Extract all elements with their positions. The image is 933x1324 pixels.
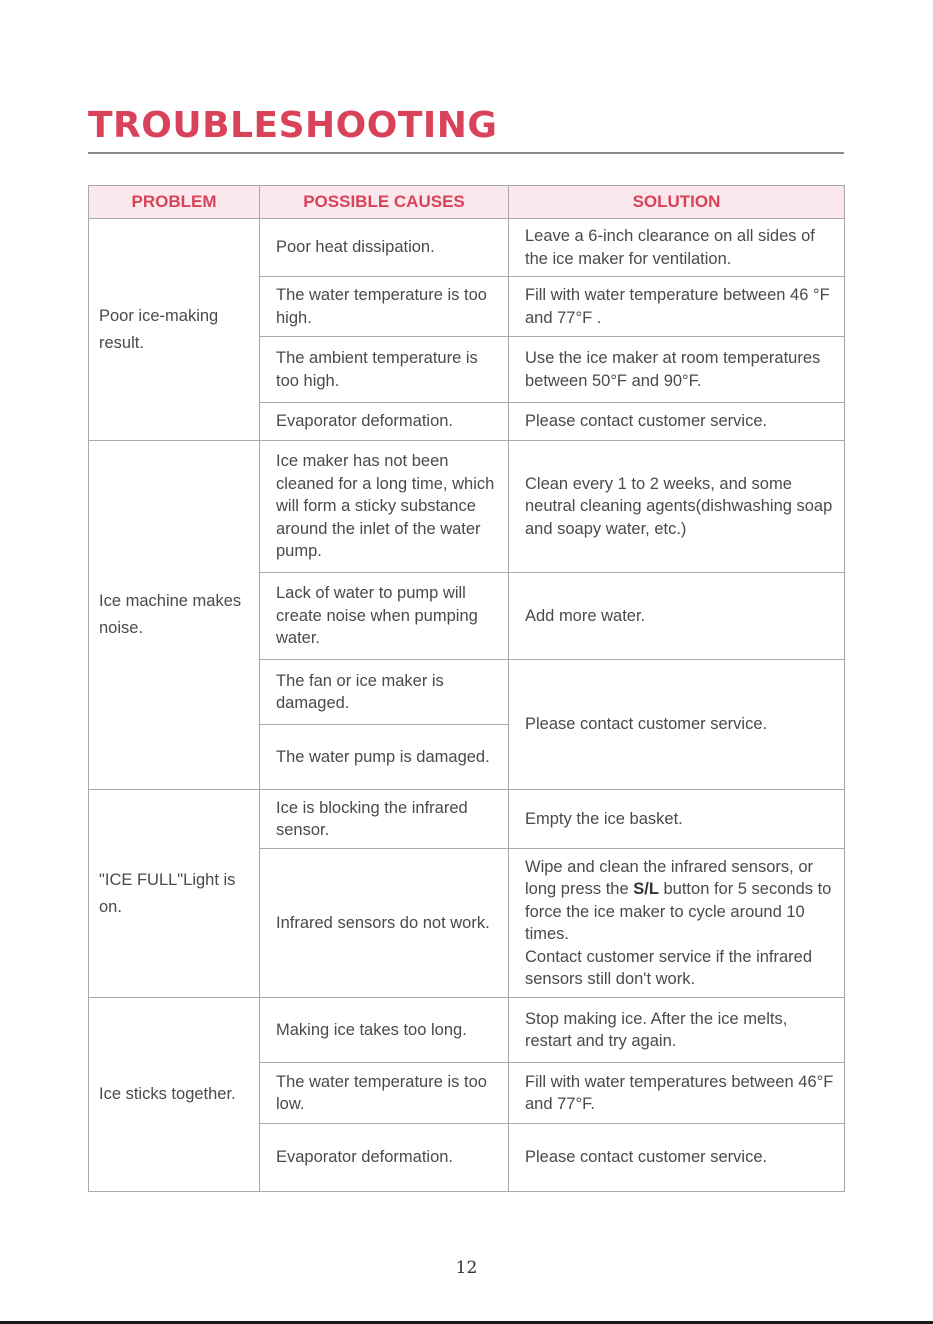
solution-cell: Fill with water temperature between 46 °F and 77°F . — [509, 277, 845, 337]
table-row — [89, 441, 845, 573]
solution-cell: Please contact customer service. — [509, 403, 845, 441]
cause-cell: Ice maker has not been cleaned for a long time, which will form a sticky substance around the inlet of the water pump. — [260, 441, 509, 573]
header-solution: SOLUTION — [509, 186, 845, 219]
solution-cell — [509, 849, 845, 998]
cause-cell: Infrared sensors do not work. — [260, 849, 509, 998]
cause-cell: The water pump is damaged. — [260, 725, 509, 790]
cause-cell: Poor heat dissipation. — [260, 219, 509, 277]
cause-cell: Evaporator deformation. — [260, 403, 509, 441]
cause-cell: Ice is blocking the infrared sensor. — [260, 790, 509, 849]
solution-cell: Stop making ice. After the ice melts, restart and try again. — [509, 998, 845, 1063]
solution-cell: Clean every 1 to 2 weeks, and some neutral cleaning agents(dishwashing soap and soapy water, etc.) — [509, 441, 845, 573]
cause-cell: Evaporator deformation. — [260, 1124, 509, 1192]
solution-cell: Add more water. — [509, 573, 845, 660]
problem-cell: "ICE FULL"Light is on. — [89, 790, 260, 998]
header-possible-causes: POSSIBLE CAUSES — [260, 186, 509, 219]
solution-text-line: Contact customer service if the infrared sensors still don't work. — [525, 947, 813, 988]
table-row — [89, 998, 845, 1063]
cause-cell: Lack of water to pump will create noise when pumping water. — [260, 573, 509, 660]
cause-cell: The water temperature is too low. — [260, 1063, 509, 1124]
table-row — [89, 219, 845, 277]
cause-cell: The fan or ice maker is damaged. — [260, 660, 509, 725]
solution-text-part: Wipe and clean the infrared sensors, or long press the — [525, 857, 813, 898]
solution-cell: Please contact customer service. — [509, 660, 845, 790]
solution-cell: Please contact customer service. — [509, 1124, 845, 1192]
problem-cell: Ice machine makes noise. — [89, 441, 260, 790]
cause-cell: The water temperature is too high. — [260, 277, 509, 337]
solution-cell: Leave a 6-inch clearance on all sides of the ice maker for ventilation. — [509, 219, 845, 277]
solution-text-part: button for 5 seconds to force the ice maker to cycle around 10 times. — [525, 880, 832, 943]
title-divider — [88, 152, 844, 154]
cause-cell: The ambient temperature is too high. — [260, 337, 509, 403]
solution-cell: Fill with water temperatures between 46°F and 77°F. — [509, 1063, 845, 1124]
header-problem: PROBLEM — [89, 186, 260, 219]
sl-button-label: S/L — [633, 880, 659, 898]
table-header-row — [89, 186, 845, 219]
troubleshooting-table — [88, 185, 845, 1192]
cause-cell: Making ice takes too long. — [260, 998, 509, 1063]
solution-cell: Use the ice maker at room temperatures between 50°F and 90°F. — [509, 337, 845, 403]
problem-cell: Ice sticks together. — [89, 998, 260, 1192]
problem-cell: Poor ice-making result. — [89, 219, 260, 441]
page-title: TROUBLESHOOTING — [88, 105, 498, 146]
solution-cell: Empty the ice basket. — [509, 790, 845, 849]
page-number: 12 — [455, 1258, 478, 1278]
table-row — [89, 790, 845, 849]
